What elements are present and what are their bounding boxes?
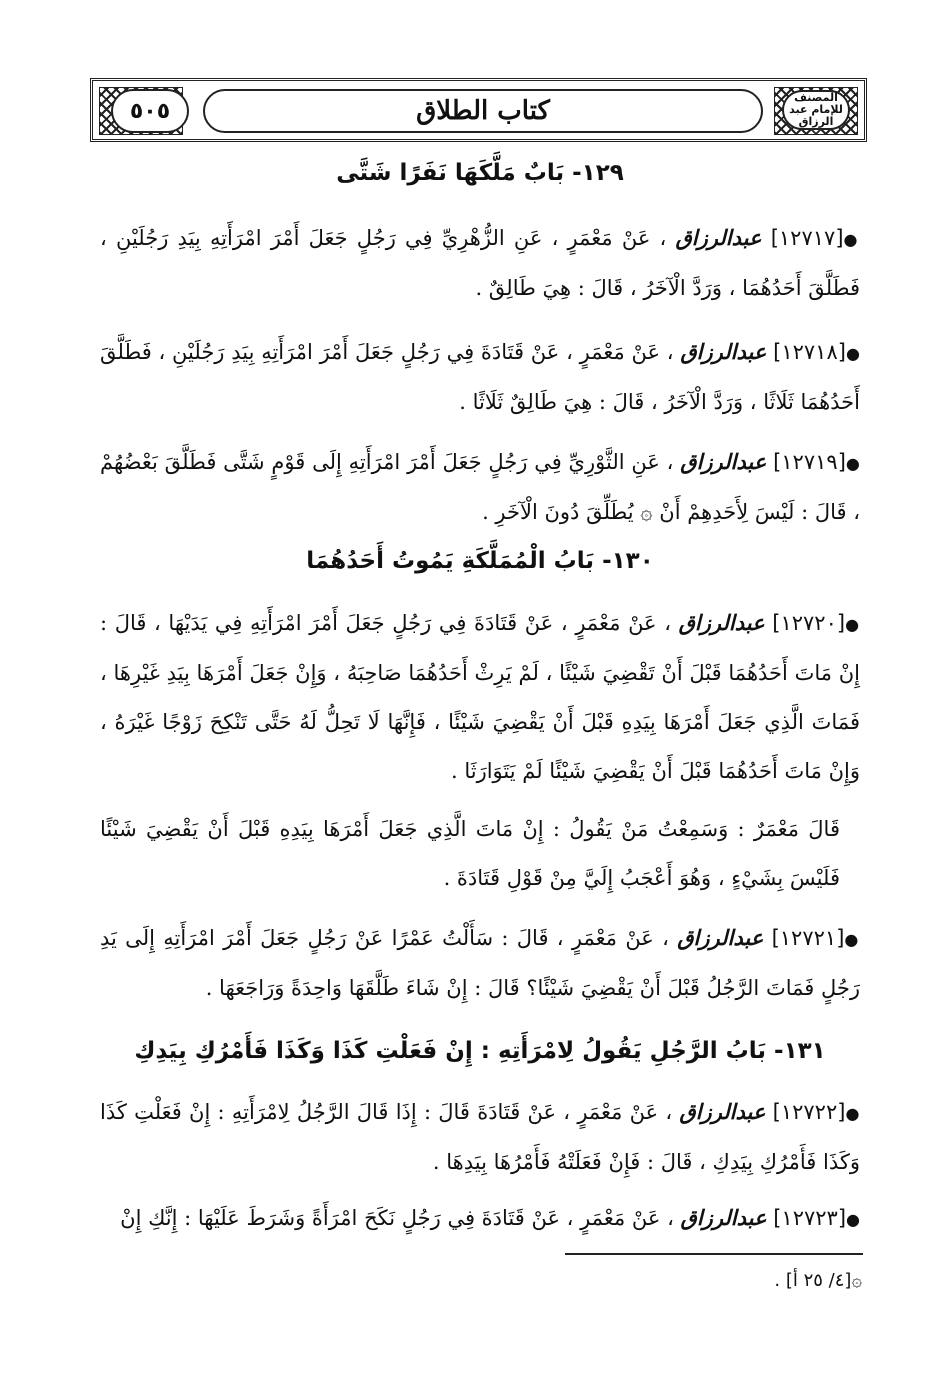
hadith-entry [100, 1193, 860, 1244]
bullet-icon: ● [846, 1210, 860, 1229]
hadith-number: [١٢٧٢٣] [773, 1206, 847, 1230]
section-heading: ١٢٩- بَابٌ مَلَّكَهَا نَفَرًا شَتَّى [336, 160, 624, 186]
hadith-author: عبدالرزاق [680, 1205, 767, 1230]
hadith-number: [١٢٧٢٠] [772, 611, 846, 635]
hadith-entry [100, 598, 860, 796]
footnote-divider [565, 1253, 863, 1255]
hadith-entry [100, 1087, 860, 1187]
footnote: ۞[٤/ ٢٥ أ] . [774, 1270, 862, 1291]
hadith-number: [١٢٧١٧] [770, 226, 844, 250]
hadith-text: ، عَنْ مَعْمَرٍ ، عَنْ قَتَادَةَ فِي رَجُلٍ جَعَلَ أَمْرَ امْرَأَتِهِ بِيَدِ رَجُلَيْنِ ، فَطَلَّقَ أَحَدُهُمَا ثَلَاثًا ، وَرَدَّ الْآخَرُ ، قَالَ : هِيَ طَالِقٌ ثَلَاثًا . [100, 340, 860, 414]
hadith-entry [100, 327, 860, 427]
commentary-note: قَالَ مَعْمَرٌ : وَسَمِعْتُ مَنْ يَقُولُ : إِنْ مَاتَ الَّذِي جَعَلَ أَمْرَهَا بِيَدِهِ قَبْلَ أَنْ يَقْضِيَ شَيْئًا فَلَيْسَ بِشَيْءٍ ، وَهُوَ أَعْجَبُ إِلَيَّ مِنْ قَوْلِ قَتَادَةَ . [100, 817, 840, 890]
hadith-author: عبدالرزاق [679, 1099, 766, 1124]
hadith-text: ، عَنْ مَعْمَرٍ ، عَنْ قَتَادَةَ فِي رَجُلٍ نَكَحَ امْرَأَةً وَشَرَطَ عَلَيْهَا : إِنَّكِ إِنْ [120, 1206, 674, 1230]
section-heading: ١٣٠- بَابُ الْمُمَلَّكَةِ يَمُوتُ أَحَدُهُمَا [306, 548, 654, 574]
hadith-author: عبدالرزاق [678, 610, 765, 635]
chapter-title: كتاب الطلاق [203, 89, 763, 133]
hadith-author: عبدالرزاق [680, 449, 767, 474]
hadith-text: ، عَنْ مَعْمَرٍ ، عَنِ الزُّهْرِيِّ فِي رَجُلٍ جَعَلَ أَمْرَ امْرَأَتِهِ بِيَدِ رَجُلَيْنِ ، فَطَلَّقَ أَحَدُهُمَا ، وَرَدَّ الْآخَرُ ، قَالَ : هِيَ طَالِقٌ . [100, 226, 860, 300]
bullet-icon: ● [844, 930, 860, 949]
hadith-author: عبدالرزاق [680, 339, 767, 364]
hadith-entry [100, 437, 860, 537]
book-emblem: المصنف للإمام عبد الرزاق [782, 90, 850, 130]
bullet-icon: ● [845, 454, 860, 473]
bullet-icon: ● [845, 344, 860, 363]
hadith-number: [١٢٧١٨] [773, 340, 846, 364]
hadith-text: ، عَنْ مَعْمَرٍ ، عَنْ قَتَادَةَ قَالَ : إِذَا قَالَ الرَّجُلُ لِامْرَأَتِهِ : إِنْ فَعَلْتِ كَذَا وَكَذَا فَأَمْرُكِ بِيَدِكِ ، قَالَ : فَإِنْ فَعَلَتْهُ فَأَمْرُهَا بِيَدِهَا . [100, 1100, 860, 1174]
page-number: ٥٠٥ [111, 89, 189, 133]
hadith-text: ، عَنِ الثَّوْرِيِّ فِي رَجُلٍ جَعَلَ أَمْرَ امْرَأَتِهِ إِلَى قَوْمٍ شَتَّى فَطَلَّقَ بَعْضُهُمْ ، قَالَ : لَيْسَ لِأَحَدِهِمْ أَنْ ۞ يُطَلِّقَ دُونَ الْآخَرِ . [100, 450, 860, 524]
hadith-number: [١٢٧٢٢] [772, 1100, 846, 1124]
hadith-text: ، عَنْ مَعْمَرٍ ، عَنْ قَتَادَةَ فِي رَجُلٍ جَعَلَ أَمْرَ امْرَأَتِهِ فِي يَدَيْهَا ، قَالَ : إِنْ مَاتَ أَحَدُهُمَا قَبْلَ أَنْ تَقْضِيَ شَيْئًا ، لَمْ يَرِثْ أَحَدُهُمَا صَاحِبَهُ ، وَإِنْ جَعَلَ أَمْرَهَا بِيَدِ غَيْرِهَا ، فَمَاتَ الَّذِي جَعَلَ أَمْرَهَا بِيَدِهِ قَبْلَ أَنْ يَقْضِيَ شَيْئًا ، فَإِنَّهَا لَا تَحِلُّ لَهُ حَتَّى تَنْكِحَ زَوْجًا غَيْرَهُ ، وَإِنْ مَاتَ أَحَدُهُمَا قَبْلَ أَنْ يَقْضِيَ شَيْئًا لَمْ يَتَوَارَثَا . [100, 611, 860, 783]
hadith-entry [100, 913, 860, 1013]
page-header [90, 78, 867, 142]
hadith-author: عبدالرزاق [677, 925, 764, 950]
hadith-number: [١٢٧١٩] [773, 450, 846, 474]
section-heading: ١٣١- بَابُ الرَّجُلِ يَقُولُ لِامْرَأَتِهِ : إِنْ فَعَلْتِ كَذَا وَكَذَا فَأَمْرُكِ بِيَدِكِ [134, 1038, 826, 1064]
bullet-icon: ● [845, 615, 860, 634]
hadith-author: عبدالرزاق [675, 225, 762, 250]
bullet-icon: ● [845, 1104, 860, 1123]
hadith-entry [100, 213, 860, 313]
hadith-text: ، عَنْ مَعْمَرٍ ، قَالَ : سَأَلْتُ عَمْرًا عَنْ رَجُلٍ جَعَلَ أَمْرَ امْرَأَتِهِ إِلَى يَدِ رَجُلٍ فَمَاتَ الرَّجُلُ قَبْلَ أَنْ يَقْضِيَ شَيْئًا؟ قَالَ : إِنْ شَاءَ طَلَّقَهَا وَاحِدَةً وَرَاجَعَهَا . [100, 926, 860, 1000]
bullet-icon: ● [843, 230, 860, 249]
hadith-number: [١٢٧٢١] [771, 926, 845, 950]
